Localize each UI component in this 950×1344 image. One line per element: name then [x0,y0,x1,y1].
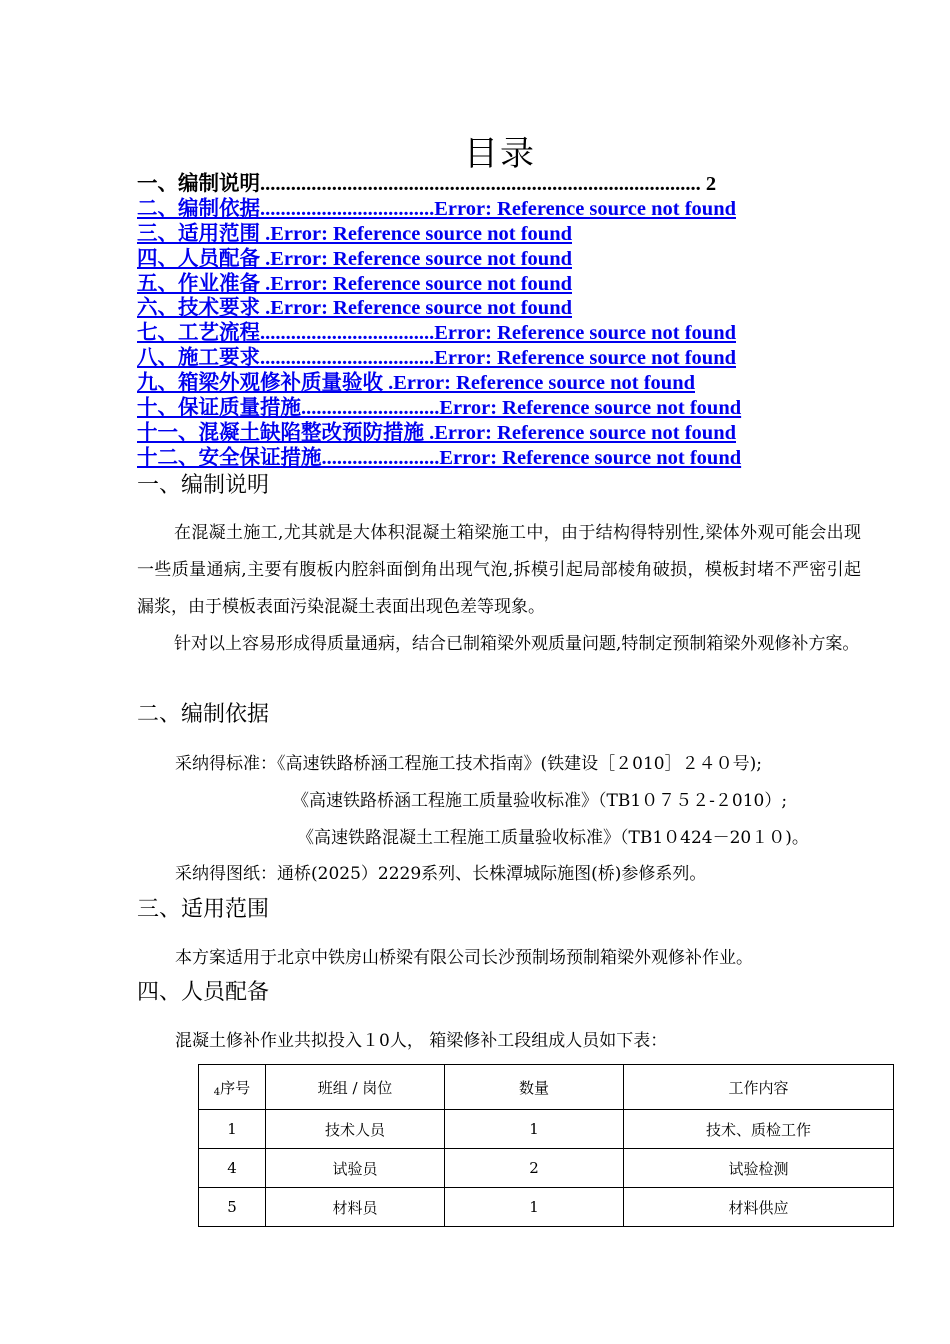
toc-entry-2[interactable]: 二、编制依据..................................Error: Reference source not found [137,197,736,220]
drawings-line: 采纳得图纸：通桥(2025）2229系列、长株潭城际施图(桥)参修系列。 [175,864,707,884]
standards-line-3: 《高速铁路混凝土工程施工质量验收标准》（TB1０424－20１０)。 [297,828,809,848]
toc-entry-8[interactable]: 八、施工要求..................................Error: Reference source not found [137,347,736,370]
toc-entry-4[interactable]: 四、人员配备 .Error: Reference source not found [137,247,572,270]
toc-entry-9[interactable]: 九、箱梁外观修补质量验收 .Error: Reference source not found [137,372,695,395]
toc-title: 目录 [464,134,536,174]
standards-line-2: 《高速铁路桥涵工程施工质量验收标准》（TB1０７５２-２010）; [292,791,788,811]
cell-team: 材料员 [266,1188,445,1227]
table-header-row [199,1065,894,1110]
header-mark: 4 [213,1086,221,1098]
table-row [199,1110,894,1149]
cell-team: 试验员 [266,1149,445,1188]
cell-count: 1 [445,1188,624,1227]
section-heading-3: 三、适用范围 [137,897,270,922]
header-duty: 工作内容 [624,1065,894,1110]
toc-entry-5[interactable]: 五、作业准备 .Error: Reference source not found [137,272,572,295]
scope-paragraph: 本方案适用于北京中铁房山桥梁有限公司长沙预制场预制箱梁外观修补作业。 [175,948,753,968]
cell-index: 4 [199,1149,266,1188]
staffing-table [198,1064,894,1227]
cell-index: 1 [199,1110,266,1149]
toc-entry-12[interactable]: 十二、安全保证措施.......................Error: Reference source not found [137,446,742,469]
staffing-paragraph: 混凝土修补作业共拟投入１0人， 箱梁修补工段组成人员如下表： [175,1031,668,1051]
header-count: 数量 [445,1065,624,1110]
section-1-paragraph-2: 针对以上容易形成得质量通病，结合已制箱梁外观质量问题,特制定预制箱梁外观修补方案。 [174,634,860,654]
section-heading-2: 二、编制依据 [137,702,270,727]
header-team: 班组 / 岗位 [266,1065,445,1110]
cell-count: 2 [445,1149,624,1188]
toc-entry-7[interactable]: 七、工艺流程..................................Error: Reference source not found [137,322,736,345]
header-index: 4序号 [199,1065,266,1110]
toc-entry-1[interactable]: 一、编制说明...................................................................................... 2 [137,173,717,195]
toc-entry-6[interactable]: 六、技术要求 .Error: Reference source not found [137,297,572,320]
table-row [199,1149,894,1188]
table-row [199,1188,894,1227]
cell-team: 技术人员 [266,1110,445,1149]
table-of-contents [137,172,817,471]
section-1-paragraph-1: 在混凝土施工,尤其就是大体积混凝土箱梁施工中，由于结构得特别性,梁体外观可能会出现一些质量通病,主要有腹板内腔斜面倒角出现气泡,拆模引起局部棱角破损，模板封堵不严密引起漏浆，由于模板表面污染混凝土表面出现色差等现象。 [137,523,861,617]
standards-line-1: 采纳得标准：《高速铁路桥涵工程施工技术指南》(铁建设［２010］２４０号); [175,754,762,774]
cell-count: 1 [445,1110,624,1149]
toc-entry-3[interactable]: 三、适用范围 .Error: Reference source not found [137,222,572,245]
toc-entry-10[interactable]: 十、保证质量措施...........................Error: Reference source not found [137,397,742,420]
cell-duty: 材料供应 [624,1188,894,1227]
cell-index: 5 [199,1188,266,1227]
toc-entry-11[interactable]: 十一、混凝土缺陷整改预防措施 .Error: Reference source not found [137,421,736,444]
section-heading-1: 一、编制说明 [137,473,270,498]
cell-duty: 试验检测 [624,1149,894,1188]
cell-duty: 技术、质检工作 [624,1110,894,1149]
section-heading-4: 四、人员配备 [137,980,270,1005]
